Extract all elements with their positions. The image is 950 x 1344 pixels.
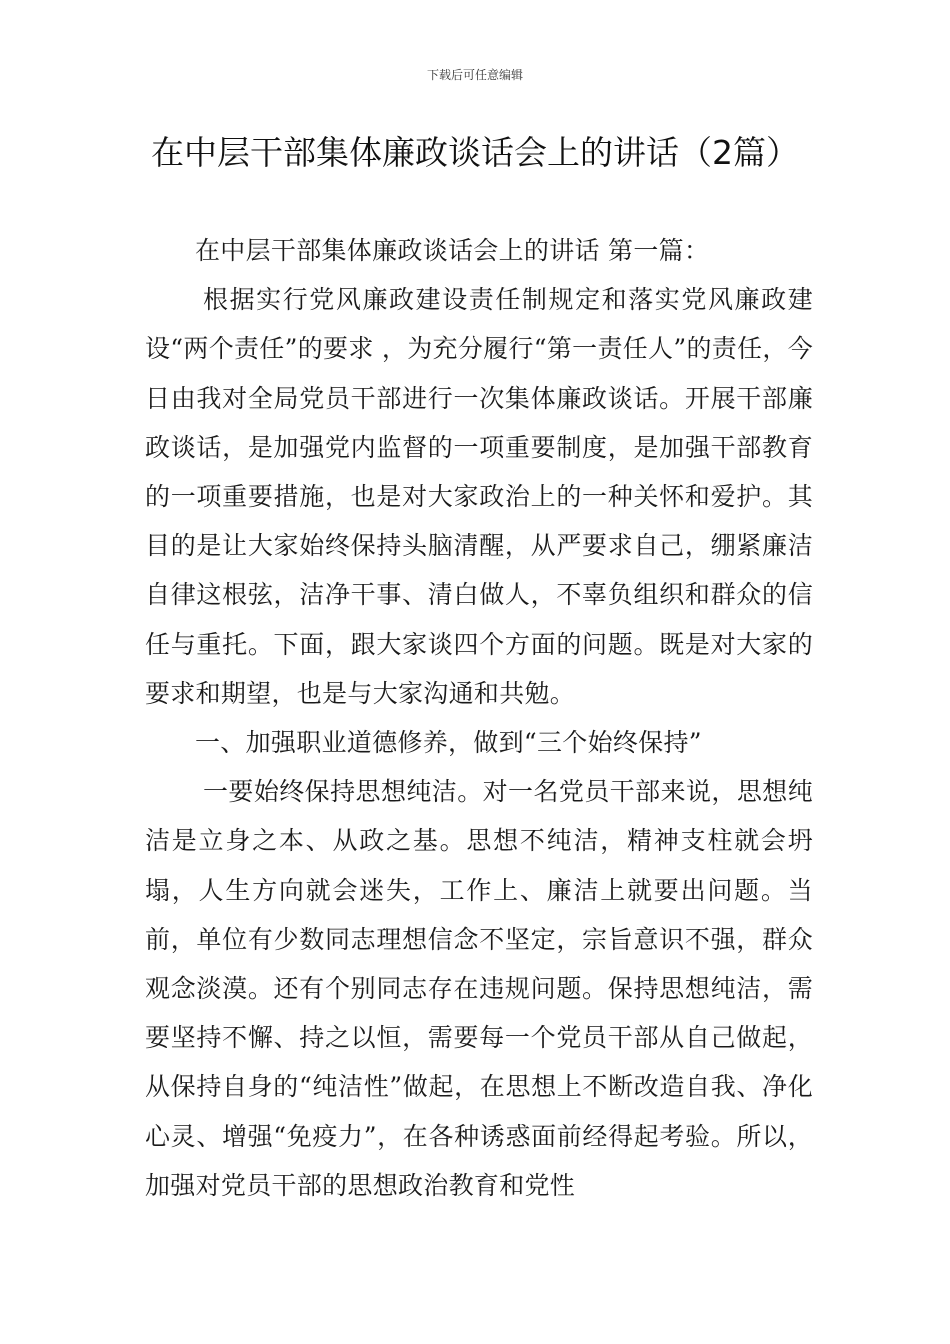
- section-subtitle: 在中层干部集体廉政谈话会上的讲话 第一篇：: [195, 236, 710, 265]
- section-heading: 一、加强职业道德修养，做到“三个始终保持”: [195, 728, 702, 758]
- header-note: 下载后可任意编辑: [426, 68, 523, 82]
- document-body: [145, 226, 813, 1210]
- paragraph-body: 一要始终保持思想纯洁。对一名党员干部来说，思想纯洁是立身之本、从政之基。思想不纯洁，精神支柱就会坍塌，人生方向就会迷失，工作上、廉洁上就要出问题。当前，单位有少数同志理想信念不坚定，宗旨意识不强，群众观念淡漠。还有个别同志存在违规问题。保持思想纯洁，需要坚持不懈、持之以恒，需要每一个党员干部从自己做起，从保持自身的“纯洁性”做起，在思想上不断改造自我、净化心灵、增强“免疫力”，在各种诱惑面前经得起考验。所以，加强对党员干部的思想政治教育和党性: [145, 777, 813, 1200]
- document-title: 在中层干部集体廉政谈话会上的讲话（2篇）: [151, 133, 799, 172]
- paragraph-intro: 根据实行党风廉政建设责任制规定和落实党风廉政建设“两个责任”的要求 ，为充分履行“第一责任人”的责任，今日由我对全局党员干部进行一次集体廉政谈话。开展干部廉政谈话，是加强党内监督的一项重要制度，是加强干部教育的一项重要措施，也是对大家政治上的一种关怀和爱护。其目的是让大家始终保持头脑清醒，从严要求自己，绷紧廉洁自律这根弦，洁净干事、清白做人，不辜负组织和群众的信任与重托。下面，跟大家谈四个方面的问题。既是对大家的要求和期望，也是与大家沟通和共勉。: [145, 285, 813, 708]
